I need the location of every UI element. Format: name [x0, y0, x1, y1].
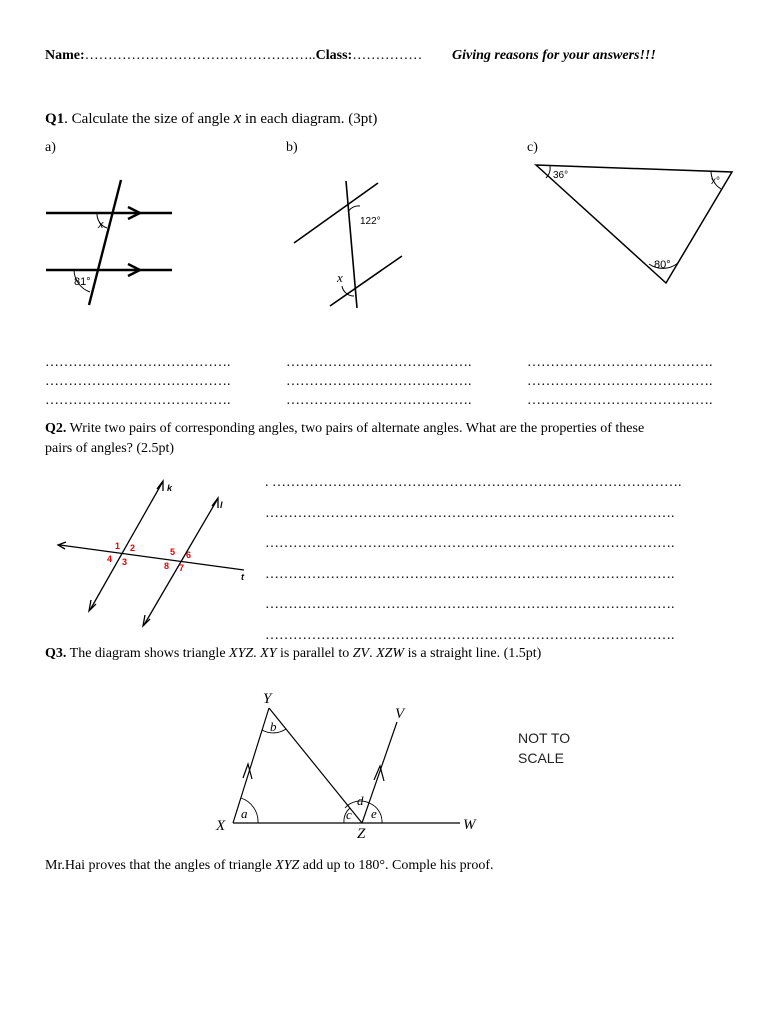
q1-number: Q1 — [45, 111, 65, 127]
answer-line[interactable]: …………………………………. — [45, 355, 231, 370]
fig-q2-l: l — [220, 500, 223, 510]
q3-xy: XY — [260, 646, 277, 661]
answer-line[interactable]: ……………………………………………………………………………. — [265, 566, 675, 582]
q1-label-a: a) — [45, 140, 56, 155]
answer-line[interactable]: …………………………………. — [45, 374, 231, 389]
not-to-scale-line1: NOT TO — [518, 730, 571, 746]
answer-line[interactable]: …………………………………. — [45, 393, 231, 408]
fig-c-angle-x: x° — [711, 176, 720, 187]
q3-text-c: is parallel to — [276, 646, 353, 661]
answer-line[interactable]: …………………………………. — [286, 374, 472, 389]
fig-a-angle-x: x — [98, 219, 104, 231]
answer-line[interactable]: …………………………………. — [527, 374, 713, 389]
fig-a-angle-81: 81° — [74, 276, 91, 288]
fig-q2-n4: 4 — [107, 554, 113, 564]
fig-q3-c: c — [346, 807, 352, 822]
q1-label-c: c) — [527, 140, 538, 155]
name-blank: ………………………………………….. — [84, 48, 316, 63]
answer-line[interactable]: …………………………………. — [286, 393, 472, 408]
q1-text-b: in each diagram. (3pt) — [241, 111, 378, 127]
q1-text-a: . Calculate the size of angle — [64, 111, 234, 127]
q3-zv: ZV — [352, 646, 370, 661]
fig-q3-b: b — [270, 719, 277, 734]
answer-line[interactable]: ……………………………………………………………………………. — [265, 536, 675, 551]
fig-c-angle-36: 36° — [553, 170, 569, 181]
proof-text-a: Mr.Hai proves that the angles of triangle — [45, 858, 276, 873]
answer-line[interactable]: ……………………………………………………………………………. — [265, 597, 675, 612]
fig-q2-n6: 6 — [186, 550, 192, 560]
class-blank: …………… — [352, 48, 423, 63]
fig-b-angle-x: x — [337, 270, 343, 285]
q3-text-b: . — [253, 646, 261, 661]
q1-label-b: b) — [286, 140, 298, 155]
fig-b-angle-122: 122° — [360, 216, 381, 227]
fig-q2-n1: 1 — [115, 541, 121, 551]
q3-xzw: XZW — [376, 646, 405, 661]
fig-q2-n2: 2 — [130, 543, 136, 553]
q3-number: Q3. — [45, 646, 67, 661]
not-to-scale-line2: SCALE — [518, 750, 564, 766]
fig-q3-d: d — [357, 793, 364, 808]
fig-q2-n3: 3 — [122, 557, 128, 567]
name-label: Name: — [45, 48, 85, 63]
q3-text-a: The diagram shows triangle — [66, 646, 230, 661]
class-label: Class: — [315, 48, 353, 63]
fig-q3-V: V — [395, 706, 405, 722]
fig-c-angle-80: 80° — [654, 259, 671, 271]
q1-var: x — [233, 108, 242, 127]
answer-line[interactable]: …………………………………. — [527, 393, 713, 408]
fig-q3-a: a — [241, 806, 248, 821]
answer-line[interactable]: ……………………………………………………………………………. — [265, 627, 675, 643]
reason-note: Giving reasons for your answers!!! — [452, 48, 656, 63]
q2-text-line2: pairs of angles? (2.5pt) — [45, 441, 175, 456]
q3-proof-text — [45, 858, 494, 874]
not-to-scale-note — [518, 728, 570, 768]
q3-text-d: . — [369, 646, 377, 661]
q3-xyz: XYZ — [229, 646, 254, 661]
fig-q3-Y: Y — [263, 691, 272, 707]
fig-q2-n7: 7 — [179, 563, 185, 573]
q3-text-e: is a straight line. (1.5pt) — [404, 646, 542, 661]
answer-line[interactable]: ……………………………………………………………………………. — [265, 505, 675, 521]
answer-line[interactable]: . ……………………………………………………………………………. — [265, 475, 682, 490]
fig-q2-n8: 8 — [164, 561, 170, 571]
proof-text-b: add up to 180°. Comple his proof. — [299, 858, 494, 873]
q2-number: Q2. — [45, 421, 67, 436]
answer-line[interactable]: …………………………………. — [527, 355, 713, 370]
fig-q3-e: e — [371, 806, 377, 821]
answer-line[interactable]: …………………………………. — [286, 355, 472, 370]
fig-q2-k: k — [167, 483, 173, 493]
fig-q2-n5: 5 — [170, 547, 176, 557]
fig-q3-X: X — [216, 818, 226, 834]
fig-q2-t: t — [241, 572, 244, 582]
fig-q3-W: W — [463, 817, 476, 833]
q2-text-line1: Write two pairs of corresponding angles, two pairs of alternate angles. What are the properties of these — [66, 421, 645, 436]
fig-q3-Z: Z — [357, 826, 366, 842]
proof-xyz: XYZ — [275, 858, 300, 873]
